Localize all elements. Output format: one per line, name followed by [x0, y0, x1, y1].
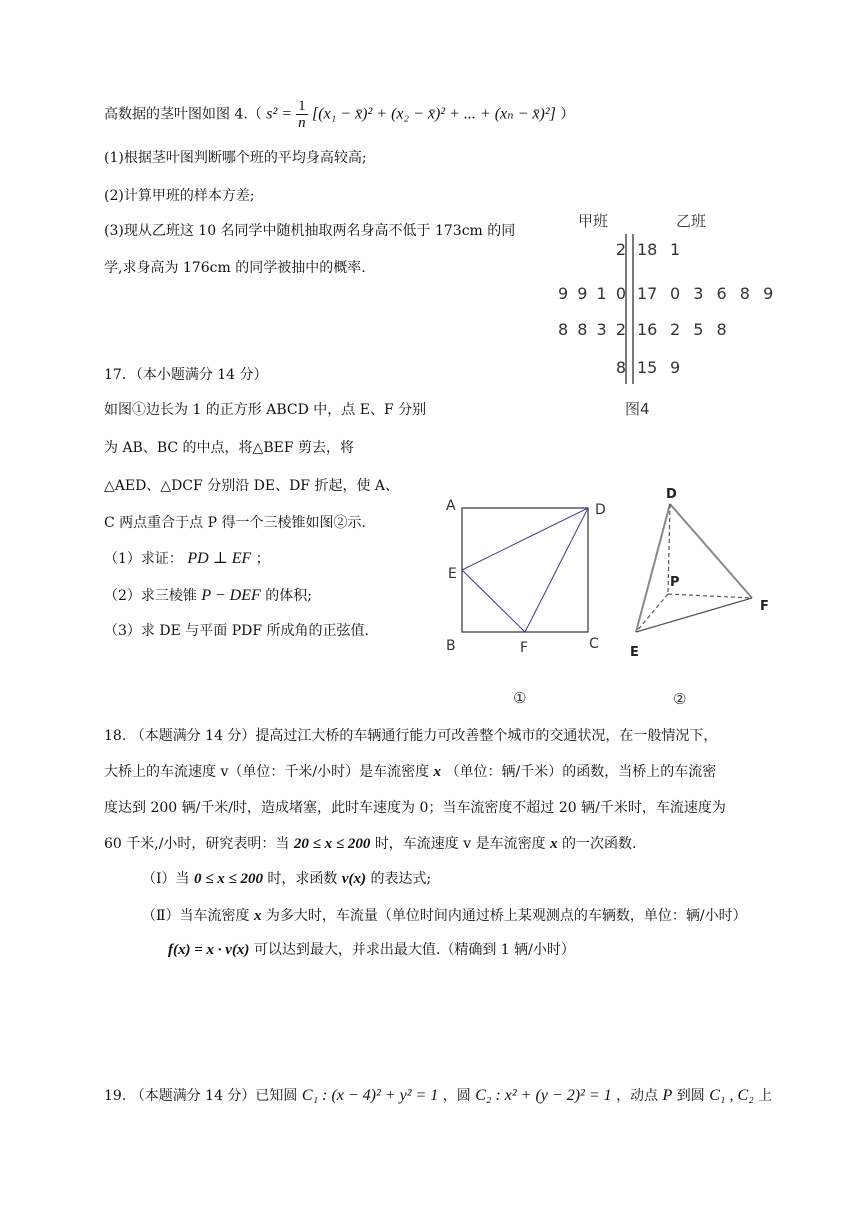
variance-rhs: [(x₁ − x̄)² + (x₂ − x̄)² + ... + (xₙ − x̄)²]: [312, 105, 556, 123]
q18-line4-mid: 时，车流速度 v 是车流密度: [374, 836, 546, 852]
q19-circles: C₁ , C₂: [709, 1087, 754, 1104]
q18-part-ii: [142, 906, 747, 926]
label-F2: F: [760, 599, 769, 614]
label-E2: E: [630, 645, 639, 660]
q18-part-ii-math: f(x) = x · v(x): [168, 942, 250, 958]
q17-part2-label: （2）求三棱锥: [104, 588, 197, 604]
row-18-stem: 18: [637, 240, 658, 259]
q17-part1-math: PD ⊥ EF: [187, 550, 252, 567]
q18-part-i-mid: 时，求函数: [267, 871, 338, 887]
q16-part3a: (3)现从乙班这 10 名同学中随机抽取两名身高不低于 173cm 的同: [104, 223, 516, 239]
figure1-caption: ①: [513, 689, 527, 707]
row-15-right: 9: [670, 358, 681, 377]
segment-FD: [525, 508, 588, 632]
label-D: D: [595, 502, 606, 518]
figure1-square-diagram: [440, 494, 620, 714]
label-B: B: [446, 638, 456, 654]
segment-ED: [462, 508, 588, 570]
q18-part-ii-var: x: [253, 908, 262, 924]
q18-part-i-math: 0 ≤ x ≤ 200: [193, 871, 263, 887]
intro-text: 高数据的茎叶图如图 4.（: [104, 106, 262, 123]
figure4-caption: 图4: [625, 400, 650, 418]
row-17-left: 9 9 1 0: [558, 284, 626, 303]
q18-line3: 度达到 200 辆/千米/时，造成堵塞，此时车速度为 0；当车流密度不超过 20 辆/千米时，车流速度为: [104, 800, 726, 816]
variance-fraction: [296, 98, 308, 131]
edge-DE: [636, 504, 670, 632]
q18-part-i: [142, 869, 431, 889]
q17-part2-math: P − DEF: [201, 587, 261, 604]
q17-part1-post: ；: [255, 551, 270, 567]
q17-header: 17．（本小题满分 14 分）: [104, 367, 268, 383]
square-outline: [462, 508, 588, 632]
row-16-stem: 16: [637, 320, 658, 339]
label-P: P: [670, 575, 680, 590]
q18-part-i-pre: （Ⅰ）当: [142, 871, 190, 887]
q18-line2-pre: 大桥上的车流速度 v（单位：千米/小时）是车流密度: [104, 764, 430, 780]
q16-part1: (1)根据茎叶图判断哪个班的平均身高较高;: [104, 150, 367, 166]
q18-part-i-post: 的表达式;: [370, 871, 432, 887]
q18-line2-var: x: [433, 764, 442, 780]
fraction-denominator: n: [298, 115, 306, 131]
q17-line4: C 两点重合于点 P 得一个三棱锥如图②示.: [104, 515, 366, 531]
row-15-stem: 15: [637, 358, 658, 377]
q19-post: 上: [758, 1088, 773, 1104]
q18-line4: [104, 834, 636, 854]
fraction-numerator: 1: [298, 98, 306, 114]
row-18-right: 1: [670, 240, 681, 259]
edge-PF: [668, 594, 752, 598]
intro-line: [104, 98, 574, 131]
label-C: C: [589, 636, 599, 652]
q17-part1: [104, 549, 270, 569]
row-17-right: 0 3 6 8 9: [670, 284, 774, 303]
q17-line3: △AED、△DCF 分别沿 DE、DF 折起，使 A、: [104, 478, 400, 494]
q16-part2: (2)计算甲班的样本方差;: [104, 188, 255, 204]
q19-circle2: C₂ : x² + (y − 2)² = 1: [475, 1087, 612, 1104]
q18-line1: 18. （本题满分 14 分）提高过江大桥的车辆通行能力可改善整个城市的交通状况，在一般情况下，: [104, 728, 718, 744]
variance-lhs: s² =: [266, 105, 297, 123]
right-class-title: 乙班: [676, 212, 707, 230]
segment-EF: [462, 570, 525, 632]
q17-line2: 为 AB、BC 的中点，将△BEF 剪去，将: [104, 440, 354, 456]
left-class-title: 甲班: [578, 212, 609, 230]
label-E: E: [448, 566, 457, 582]
q19-point-p: P: [662, 1087, 673, 1104]
q19-line: [104, 1086, 772, 1106]
q18-part-ii-pre: （Ⅱ）当车流密度: [142, 908, 250, 924]
q18-line4-pre: 60 千米,/小时，研究表明：当: [104, 836, 290, 852]
q17-part2-post: 的体积;: [265, 588, 312, 604]
q18-line4-post: 的一次函数.: [562, 836, 637, 852]
q18-line2-post: （单位：辆/千米）的函数，当桥上的车流密: [445, 764, 717, 780]
q19-mid: ，圆: [442, 1088, 471, 1104]
row-17-stem: 17: [637, 284, 658, 303]
q17-part2: [104, 586, 312, 606]
q19-circle1: C₁ : (x − 4)² + y² = 1: [301, 1087, 439, 1104]
q17-line1: 如图①边长为 1 的正方形 ABCD 中，点 E、F 分别: [104, 402, 427, 418]
label-A: A: [446, 498, 456, 514]
figure2-tetrahedron: [620, 480, 780, 710]
q18-line2: [104, 762, 716, 782]
q18-part-ii-post: 为多大时，车流量（单位时间内通过桥上某观测点的车辆数，单位：辆/小时）: [265, 908, 747, 924]
q19-mid3: 到圆: [676, 1088, 705, 1104]
q17-part1-label: （1）求证：: [104, 551, 183, 567]
row-16-left: 8 8 3 2: [558, 320, 626, 339]
row-18-left: 2: [615, 240, 626, 259]
q18-part-ii-post2: 可以达到最大，并求出最大值.（精确到 1 辆/小时）: [253, 942, 575, 958]
figure2-caption: ②: [673, 690, 687, 708]
q18-line4-math: 20 ≤ x ≤ 200: [293, 836, 371, 852]
label-D2: D: [666, 487, 677, 502]
q18-line4-var: x: [550, 836, 558, 852]
row-16-right: 2 5 8: [670, 320, 727, 339]
row-15-left: 8: [615, 358, 626, 377]
q18-part-i-func: v(x): [341, 871, 367, 887]
label-F: F: [520, 640, 529, 656]
edge-DF: [670, 504, 752, 598]
edge-EF: [636, 598, 752, 632]
q17-part3: （3）求 DE 与平面 PDF 所成角的正弦值.: [104, 623, 369, 639]
q19-mid2: ，动点: [616, 1088, 659, 1104]
intro-close: ）: [560, 106, 575, 123]
q16-part3b: 学,求身高为 176cm 的同学被抽中的概率.: [104, 260, 366, 276]
q19-pre: 19. （本题满分 14 分）已知圆: [104, 1088, 298, 1104]
q18-part-ii-cont: [168, 940, 575, 960]
